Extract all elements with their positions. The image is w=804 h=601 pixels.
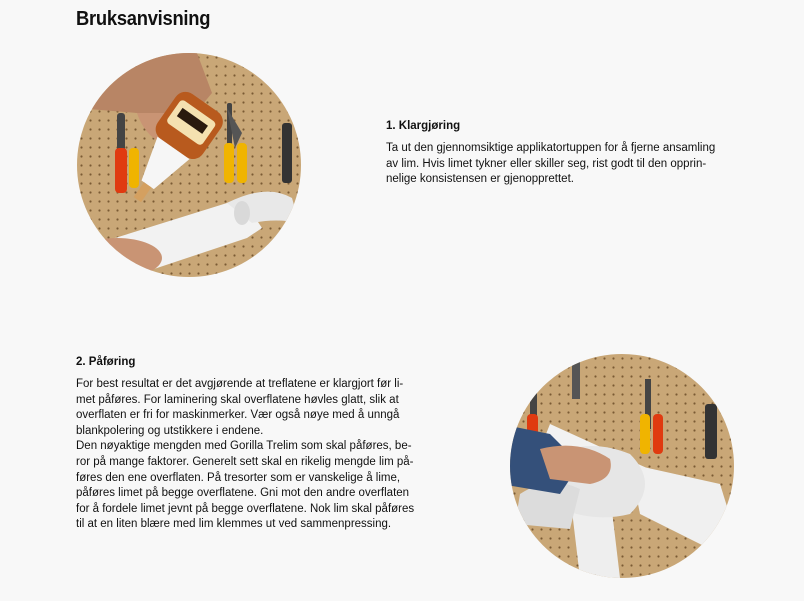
step-2-photo <box>510 354 734 578</box>
step-2-text: For best resultat er det avgjørende at treflatene er klargjort før li- met påføres. For laminering skal overflatene høvles glatt, slik at overflaten er fri for maskinmerker. Vær også nøye med å unngå blankpolering og utstikkere i endene. Den nøyaktige mengden med Gorilla Trelim som skal påføres, be- ror på mange faktorer. Generelt sett skal en rikelig mengde lim på- føres den ene overflaten. På tresorter som er vanskelige å lime, påføres limet på begge overflatene. Gni mot den andre overflaten for å fordele limet jevnt på begge overflatene. Nok lim skal påføres til at en liten blære med lim klemmes ut ved sammenpressing. <box>76 378 415 531</box>
step-1-text: Ta ut den gjennomsiktige applikatortuppen for å fjerne ansamling av lim. Hvis limet tykner eller skiller seg, rist godt til den opprin- nelige konsistensen er gjenopprettet. <box>386 142 716 186</box>
step-1-title: 1. Klargjøring <box>386 120 461 132</box>
step-2-title: 2. Påføring <box>76 356 136 368</box>
page-title: Bruksanvisning <box>76 8 211 30</box>
step-1-photo <box>77 53 301 277</box>
